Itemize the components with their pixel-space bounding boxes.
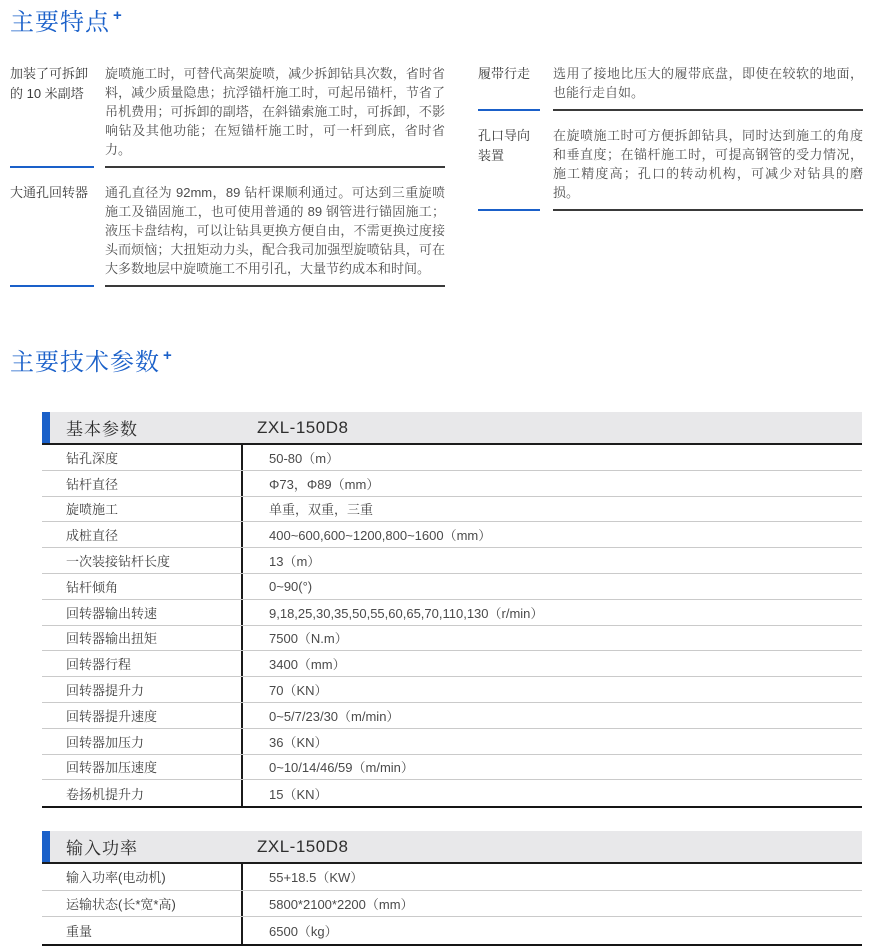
features-section-title	[10, 0, 870, 38]
row-value: 36（KN）	[269, 734, 328, 750]
features-section	[10, 64, 870, 302]
basic-params-table	[42, 412, 862, 808]
table-row	[42, 471, 862, 497]
row-value: 400~600,600~1200,800~1600（mm）	[269, 528, 492, 544]
table-row	[42, 864, 862, 891]
input-power-table-header	[42, 831, 862, 864]
table-header-label: 基本参数	[66, 420, 138, 439]
feature-label: 大通孔回转器	[10, 183, 94, 287]
row-value: 13（m）	[269, 554, 321, 570]
row-value: Φ73，Φ89（mm）	[269, 476, 380, 492]
row-label: 回转器输出转速	[42, 600, 243, 625]
basic-params-table-rows	[42, 445, 862, 808]
feature-label: 履带行走	[478, 64, 540, 111]
row-value: 15（KN）	[269, 786, 328, 802]
row-value: 0~90(°)	[269, 578, 313, 594]
table-row	[42, 600, 862, 626]
row-label: 回转器加压速度	[42, 755, 243, 780]
row-label: 回转器提升力	[42, 677, 243, 702]
table-row	[42, 917, 862, 944]
row-label: 回转器提升速度	[42, 703, 243, 728]
feature-label: 孔口导向装置	[478, 126, 540, 211]
row-value: 9,18,25,30,35,50,55,60,65,70,110,130（r/min）	[269, 605, 544, 621]
row-value: 0~10/14/46/59（m/min）	[269, 760, 414, 776]
feature-label: 加装了可拆卸的 10 米副塔	[10, 64, 94, 168]
feature-item	[10, 64, 445, 168]
row-value: 7500（N.m）	[269, 631, 348, 647]
table-row	[42, 677, 862, 703]
table-row	[42, 445, 862, 471]
row-label: 回转器输出扭矩	[42, 626, 243, 651]
plus-mark-icon: +	[163, 347, 173, 364]
row-value: 6500（kg）	[269, 923, 338, 939]
table-header-model: ZXL-150D8	[257, 836, 349, 856]
features-left-column	[10, 64, 445, 302]
row-label: 成桩直径	[42, 522, 243, 547]
table-row	[42, 729, 862, 755]
row-value: 70（KN）	[269, 683, 328, 699]
table-row	[42, 651, 862, 677]
table-header-model: ZXL-150D8	[257, 417, 349, 437]
row-label: 回转器行程	[42, 651, 243, 676]
feature-item	[478, 126, 863, 211]
row-value: 55+18.5（KW）	[269, 870, 364, 886]
feature-item	[10, 183, 445, 287]
features-title-text: 主要特点	[10, 9, 110, 36]
accent-bar	[42, 412, 50, 443]
row-value: 单重，双重，三重	[269, 502, 374, 518]
row-value: 50-80（m）	[269, 450, 340, 466]
row-value: 5800*2100*2200（mm）	[269, 896, 414, 912]
table-row	[42, 703, 862, 729]
row-value: 0~5/7/23/30（m/min）	[269, 708, 400, 724]
row-label: 输入功率(电动机)	[42, 864, 243, 890]
row-label: 一次装接钻杆长度	[42, 548, 243, 573]
table-row	[42, 497, 862, 523]
table-row	[42, 780, 862, 806]
table-row	[42, 891, 862, 918]
feature-text: 在旋喷施工时可方便拆卸钻具，同时达到施工的角度和垂直度；在锚杆施工时，可提高钢管的受力情况，施工精度高；孔口的转动机构，可减少对钻具的磨损。	[553, 126, 863, 211]
input-power-table-rows	[42, 864, 862, 946]
row-label: 钻杆直径	[42, 471, 243, 496]
row-label: 卷扬机提升力	[42, 780, 243, 806]
specs-section-title	[10, 348, 870, 378]
input-power-table	[42, 831, 862, 946]
specs-title-text: 主要技术参数	[10, 349, 160, 376]
feature-text: 选用了接地比压大的履带底盘，即使在较软的地面，也能行走自如。	[553, 64, 863, 111]
table-row	[42, 574, 862, 600]
feature-item	[478, 64, 863, 111]
accent-bar	[42, 831, 50, 862]
table-row	[42, 522, 862, 548]
row-label: 钻杆倾角	[42, 574, 243, 599]
plus-mark-icon: +	[113, 7, 123, 24]
basic-params-table-header	[42, 412, 862, 445]
row-label: 重量	[42, 917, 243, 944]
feature-text: 旋喷施工时，可替代高架旋喷，减少拆卸钻具次数，省时省料，减少质量隐患；抗浮锚杆施工时，可起吊锚杆，节省了吊机费用；可拆卸的副塔，在斜锚索施工时，可拆卸，不影响钻及其他功能；在短锚杆施工时，可一杆到底，省时省力。	[105, 64, 445, 168]
row-value: 3400（mm）	[269, 657, 346, 673]
row-label: 运输状态(长*宽*高)	[42, 891, 243, 917]
table-row	[42, 548, 862, 574]
row-label: 旋喷施工	[42, 497, 243, 522]
row-label: 回转器加压力	[42, 729, 243, 754]
row-label: 钻孔深度	[42, 445, 243, 470]
feature-text: 通孔直径为 92mm，89 钻杆课顺利通过。可达到三重旋喷施工及锚固施工，也可使用普通的 89 钢管进行锚固施工；液压卡盘结构，可以让钻具更换方便自由，不需更换过度接头而烦恼；大扭矩动力头，配合我司加强型旋喷钻具，可在大多数地层中旋喷施工不用引孔，大量节约成本和时间。	[105, 183, 445, 287]
table-row	[42, 626, 862, 652]
table-row	[42, 755, 862, 781]
table-header-label: 输入功率	[66, 839, 138, 859]
features-right-column	[478, 64, 863, 302]
